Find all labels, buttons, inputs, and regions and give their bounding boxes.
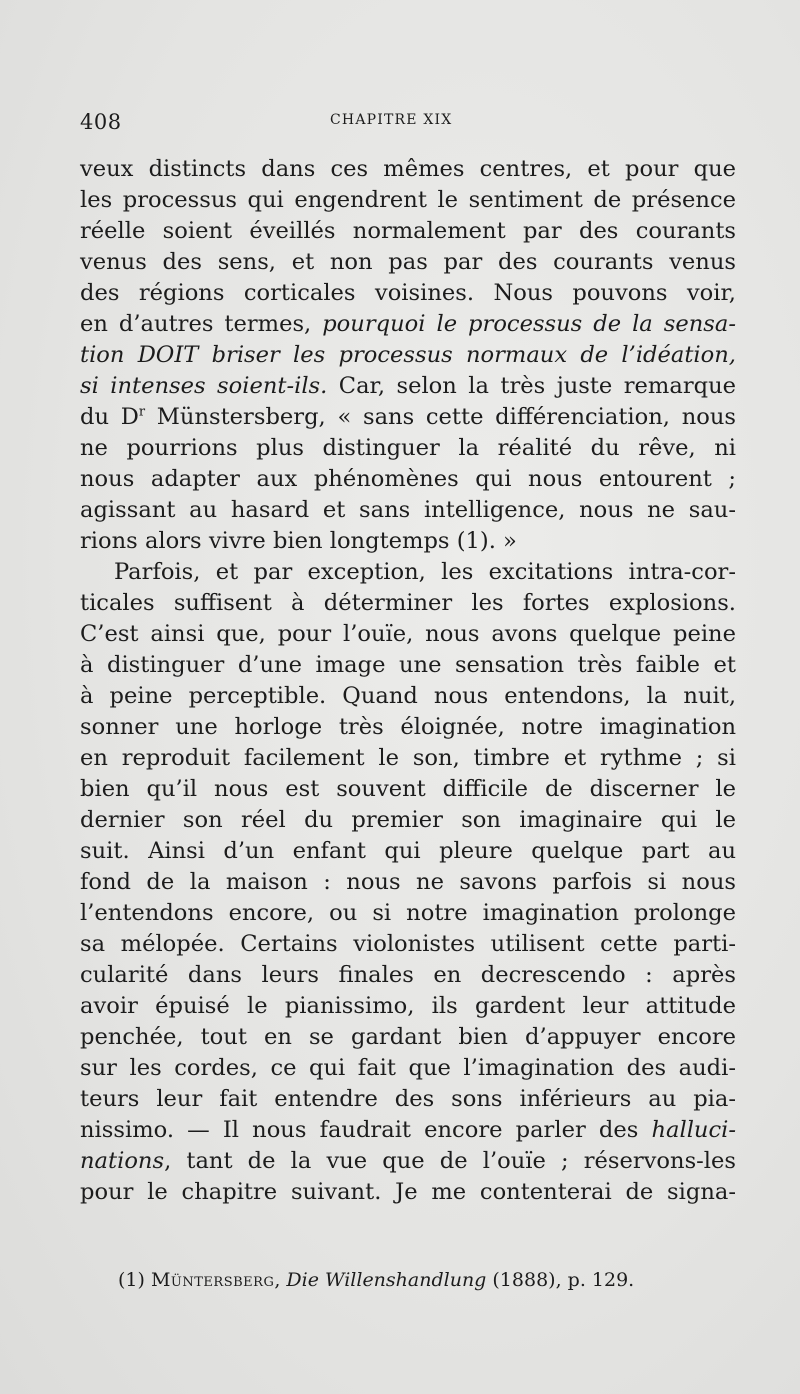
text-line [80,588,736,619]
text-run: sonner une horloge très éloignée, notre imagination [80,714,736,740]
text-run: en reproduit facilement le son, timbre et rythme ; si [80,745,736,771]
text-line [80,805,736,836]
text-line [80,526,736,557]
text-line [80,681,736,712]
text-run: en d’autres termes, [80,311,323,337]
footnote-author: Müntersberg [150,1269,275,1291]
text-run: à peine perceptible. Quand nous entendons, la nuit, [80,683,736,709]
text-line [80,1177,736,1208]
text-run: sur les cordes, ce qui fait que l’imagination des audi- [80,1055,736,1081]
italic-text: nations [80,1148,165,1174]
text-line [80,836,736,867]
text-line [80,278,736,309]
text-run: des régions corticales voisines. Nous pouvons voir, [80,280,736,306]
text-line [80,216,736,247]
text-line [80,650,736,681]
text-run: suit. Ainsi d’un enfant qui pleure quelque part au [80,838,736,864]
body-text [80,154,736,1208]
text-line [80,774,736,805]
text-run: ne pourrions plus distinguer la réalité du rêve, ni [80,435,736,461]
text-run: nissimo. — Il nous faudrait encore parler des [80,1117,652,1143]
text-run: réelle soient éveillés normalement par des courants [80,218,736,244]
text-line [80,712,736,743]
text-run: fond de la maison : nous ne savons parfois si nous [80,869,736,895]
text-line [80,402,736,433]
footnote-title: Die Willenshandlung [286,1269,487,1291]
text-run: cularité dans leurs finales en decrescendo : après [80,962,736,988]
text-run: , tant de la vue que de l’ouïe ; réservons-les [164,1148,736,1174]
text-run: Münstersberg, « sans cette différenciation, nous [145,404,736,430]
text-run: du D [80,404,139,430]
text-line [80,309,736,340]
text-run: bien qu’il nous est souvent difficile de discerner le [80,776,736,802]
text-line [80,1053,736,1084]
page-header [80,104,740,140]
text-run: r [138,404,146,420]
text-line [80,991,736,1022]
text-run: Car, selon la très juste remarque [327,373,737,399]
text-line [80,464,736,495]
text-run: avoir épuisé le pianissimo, ils gardent leur attitude [80,993,736,1019]
text-run: nous adapter aux phénomènes qui nous entourent ; [80,466,736,492]
text-run: sa mélopée. Certains violonistes utilisent cette parti- [80,931,736,957]
text-line [80,1022,736,1053]
italic-text: si intenses soient-ils. [80,373,328,399]
text-run: venus des sens, et non pas par des courants venus [80,249,736,275]
text-line [80,960,736,991]
text-line [80,867,736,898]
text-line [80,743,736,774]
text-line [80,433,736,464]
text-line [80,340,736,371]
text-line [80,929,736,960]
italic-text: pourquoi le processus de la sensa- [322,311,736,337]
text-line [80,495,736,526]
text-run: agissant au hasard et sans intelligence, nous ne sau- [80,497,736,523]
text-run: teurs leur fait entendre des sons inférieurs au pia- [80,1086,736,1112]
text-run: l’entendons encore, ou si notre imagination prolonge [80,900,736,926]
text-line [80,1146,736,1177]
text-line [80,185,736,216]
page-number: 408 [80,110,122,134]
text-run: C’est ainsi que, pour l’ouïe, nous avons quelque peine [80,621,736,647]
text-line [80,557,736,588]
footnote [118,1266,718,1294]
text-line [80,247,736,278]
text-run: ticales suffisent à déterminer les fortes explosions. [80,590,736,616]
footnote-marker: (1) [118,1269,145,1291]
text-run: à distinguer d’une image une sensation très faible et [80,652,736,678]
text-line [80,1084,736,1115]
text-line [80,619,736,650]
text-run: les processus qui engendrent le sentiment de présence [80,187,736,213]
text-run: veux distincts dans ces mêmes centres, et pour que [80,156,736,182]
text-run: Parfois, et par exception, les excitations intra-cor- [114,559,736,585]
text-line [80,154,736,185]
text-run: penchée, tout en se gardant bien d’appuyer encore [80,1024,736,1050]
italic-text: halluci- [651,1117,736,1143]
text-run: rions alors vivre bien longtemps (1). » [80,528,517,554]
footnote-rest: (1888), p. 129. [486,1269,635,1291]
running-head: CHAPITRE XIX [330,112,453,128]
text-run: dernier son réel du premier son imaginaire qui le [80,807,736,833]
text-run: pour le chapitre suivant. Je me contenterai de signa- [80,1179,736,1205]
footnote-separator: , [274,1269,287,1291]
text-line [80,1115,736,1146]
italic-text: tion DOIT briser les processus normaux de l’idéation, [80,342,736,368]
text-line [80,371,736,402]
text-line [80,898,736,929]
